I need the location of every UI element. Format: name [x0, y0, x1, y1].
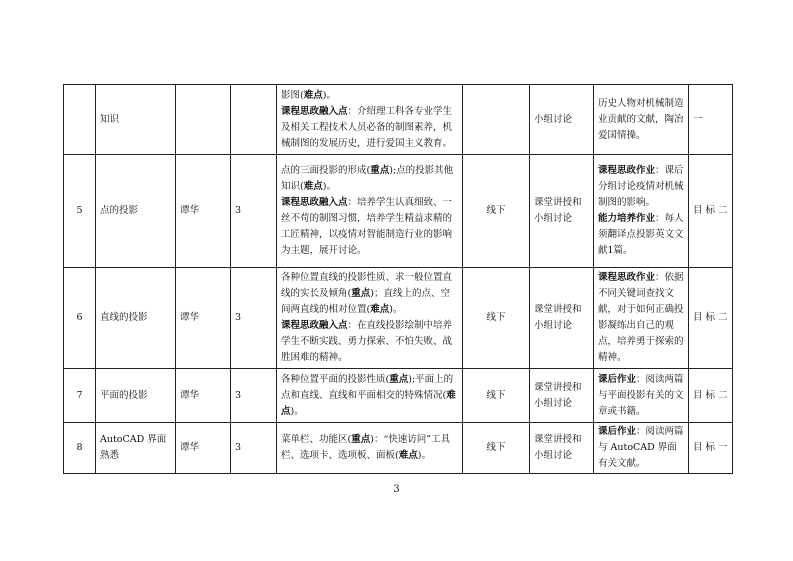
method-cell: 课堂讲授和小组讨论: [530, 268, 594, 369]
homework-cell: 历史人物对机械制造业贡献的文献，陶冶爱国情操。: [594, 85, 689, 155]
hours-cell: 3: [231, 423, 277, 474]
goal-cell: 目 标 二: [689, 369, 733, 423]
content-cell: 各种位置平面的投影性质(重点);平面上的点和直线、直线和平面相交的特殊情况(难点)。: [277, 369, 463, 423]
homework-cell: 课后作业：阅读两篇与平面投影有关的文章或书籍。: [594, 369, 689, 423]
teacher-cell: 谭华: [176, 369, 231, 423]
syllabus-table: [63, 84, 733, 474]
topic-cell: 直线的投影: [96, 268, 176, 369]
mode-cell: 线下: [463, 268, 530, 369]
topic-cell: AutoCAD 界面熟悉: [96, 423, 176, 474]
mode-cell: 线下: [463, 369, 530, 423]
table-row: [64, 423, 733, 474]
teacher-cell: 谭华: [176, 155, 231, 268]
method-cell: 小组讨论: [530, 85, 594, 155]
content-cell: 影图(难点)。 课程思政融入点：介绍理工科各专业学生及相关工程技术人员必备的制图素养，机械制图的发展历史，进行爱国主义教育。: [277, 85, 463, 155]
hours-cell: [231, 85, 277, 155]
table-row: [64, 85, 733, 155]
content-cell: 菜单栏、功能区(重点)：“快速访问”工具栏、选项卡、选项板、面板(难点)。: [277, 423, 463, 474]
homework-cell: 课程思政作业：课后分组讨论疫情对机械制图的影响。 能力培养作业：每人须翻译点投影英文文献1篇。: [594, 155, 689, 268]
goal-cell: 目 标 二: [689, 268, 733, 369]
mode-cell: [463, 85, 530, 155]
homework-cell: 课后作业：阅读两篇与 AutoCAD 界面有关文献。: [594, 423, 689, 474]
topic-cell: 平面的投影: [96, 369, 176, 423]
row-number: 8: [64, 423, 96, 474]
method-cell: 课堂讲授和小组讨论: [530, 423, 594, 474]
table-row: [64, 155, 733, 268]
content-cell: 点的三面投影的形成(重点);点的投影其他知识(难点)。 课程思政融入点：培养学生认真细致、一丝不苟的制图习惯，培养学生精益求精的工匠精神，以疫情对智能制造行业的影响为主题，展开讨论。: [277, 155, 463, 268]
row-number: [64, 85, 96, 155]
teacher-cell: [176, 85, 231, 155]
topic-cell: 点的投影: [96, 155, 176, 268]
teacher-cell: 谭华: [176, 268, 231, 369]
page-number: 3: [393, 484, 400, 495]
syllabus-table-body: [64, 85, 733, 474]
teacher-cell: 谭华: [176, 423, 231, 474]
mode-cell: 线下: [463, 155, 530, 268]
content-cell: 各种位置直线的投影性质、求一般位置直线的实长及倾角(重点)；直线上的点、空间两直线的相对位置(难点)。 课程思政融入点：在直线投影绘制中培养学生不断实践、勇力探索、不怕失败、战胜困难的精神。: [277, 268, 463, 369]
hours-cell: 3: [231, 155, 277, 268]
table-row: [64, 369, 733, 423]
table-row: [64, 268, 733, 369]
row-number: 5: [64, 155, 96, 268]
goal-cell: 目 标 一: [689, 423, 733, 474]
goal-cell: 目 标 二: [689, 155, 733, 268]
homework-cell: 课程思政作业：依据不同关键词查找文献，对于如何正确投影凝练出自己的观点，培养勇于探索的精神。: [594, 268, 689, 369]
row-number: 6: [64, 268, 96, 369]
topic-cell: 知识: [96, 85, 176, 155]
method-cell: 课堂讲授和小组讨论: [530, 155, 594, 268]
hours-cell: 3: [231, 268, 277, 369]
method-cell: 课堂讲授和小组讨论: [530, 369, 594, 423]
hours-cell: 3: [231, 369, 277, 423]
row-number: 7: [64, 369, 96, 423]
mode-cell: 线下: [463, 423, 530, 474]
goal-cell: 一: [689, 85, 733, 155]
